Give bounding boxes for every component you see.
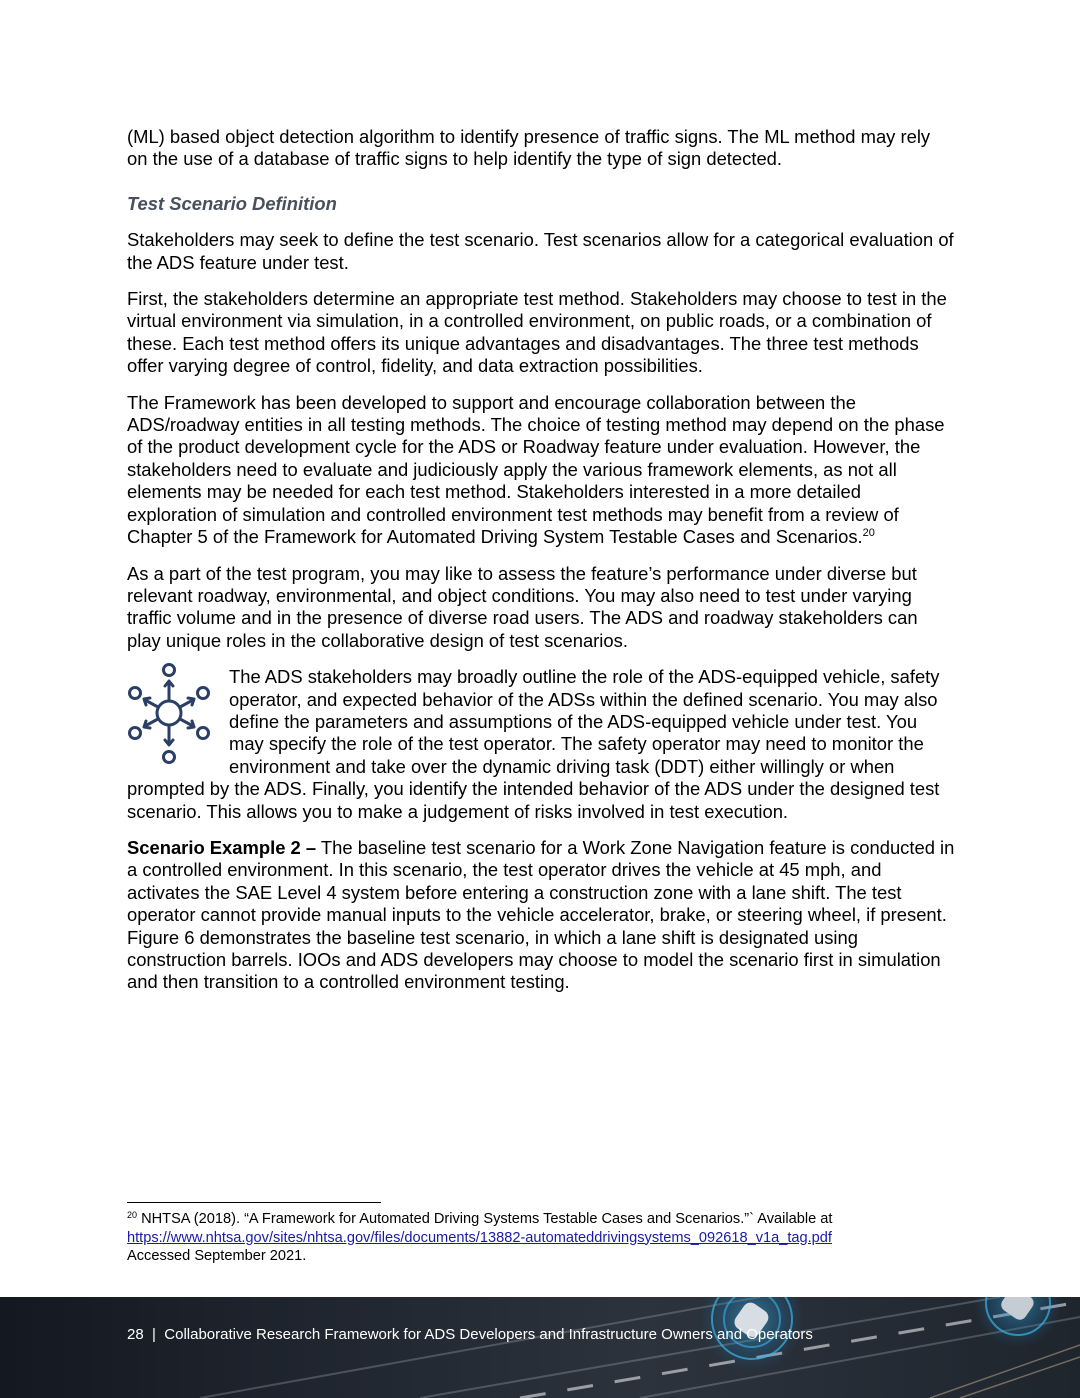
footnote-link[interactable]: https://www.nhtsa.gov/sites/nhtsa.gov/files/documents/13882-automateddrivingsystems_092618_v1a_tag.pdf	[127, 1229, 832, 1246]
footnote-line-1	[127, 1210, 927, 1229]
scenario-example-label: Scenario Example 2 –	[127, 836, 317, 858]
scenario-example	[127, 837, 955, 994]
document-title: Collaborative Research Framework for ADS Developers and Infrastructure Owners and Operators	[164, 1326, 813, 1343]
footnote-number: 20	[127, 1210, 138, 1220]
page-footer	[0, 1297, 1080, 1398]
footnote	[127, 1210, 927, 1266]
paragraph-test-methods: First, the stakeholders determine an appropriate test method. Stakeholders may choose to test in the virtual environment via simulation, in a controlled environment, on public roads, or a combination of these. Each test method offers its unique advantages and disadvantages. The three test methods offer varying degree of control, fidelity, and data extraction possibilities.	[127, 288, 947, 377]
scenario-example-text: The baseline test scenario for a Work Zone Navigation feature is conducted in a controlled environment. In this scenario, the test operator drives the vehicle at 45 mph, and activates the SAE Level 4 system before entering a construction zone with a lane shift. The test operator cannot provide manual inputs to the vehicle accelerator, brake, or steering wheel, if present. Figure 6 demonstrates the baseline test scenario, in which a lane shift is designated using construction barrels. IOOs and ADS developers may choose to model the scenario first in simulation and then transition to a controlled environment testing.	[127, 836, 955, 993]
footnote-accessed: Accessed September 2021.	[127, 1248, 307, 1265]
footer-text	[127, 1326, 813, 1344]
footer-separator: |	[152, 1326, 156, 1343]
footnote-text: NHTSA (2018). “A Framework for Automated Driving Systems Testable Cases and Scenarios.”` Available at	[137, 1211, 833, 1227]
paragraph-test-scenarios: Stakeholders may seek to define the test scenario. Test scenarios allow for a categorical evaluation of the ADS feature under test.	[127, 229, 954, 273]
footnote-divider	[127, 1202, 381, 1203]
page-number: 28	[127, 1326, 144, 1343]
network-hub-icon	[127, 660, 215, 764]
section-subheading: Test Scenario Definition	[127, 192, 337, 214]
footnote-ref[interactable]: 20	[862, 527, 875, 540]
paragraph-framework-text: The Framework has been developed to support and encourage collaboration between the ADS/roadway entities in all testing methods. The choice of testing method may depend on the phase of the product development cycle for the ADS or Roadway feature under evaluation. However, the stakeholders need to evaluate and judiciously apply the various framework elements, as not all elements may be needed for each test method. Stakeholders interested in a more detailed exploration of simulation and controlled environment test methods may benefit from a review of Chapter 5 of the Framework for Automated Driving System Testable Cases and Scenarios.	[127, 391, 945, 548]
page-body	[127, 126, 955, 1008]
footer-road-graphic	[0, 1297, 1080, 1398]
paragraph-test-program: As a part of the test program, you may like to assess the feature’s performance under diverse but relevant roadway, environmental, and object conditions. You may also need to test under varying traffic volume and in the presence of diverse road users. The ADS and roadway stakeholders can play unique roles in the collaborative design of test scenarios.	[127, 562, 918, 651]
paragraph-framework	[127, 392, 955, 549]
intro-paragraph: (ML) based object detection algorithm to identify presence of traffic signs. The ML method may rely on the use of a database of traffic signs to help identify the type of sign detected.	[127, 126, 931, 170]
paragraph-stakeholder-roles: The ADS stakeholders may broadly outline the role of the ADS-equipped vehicle, safety operator, and expected behavior of the ADSs within the defined scenario. You may also define the parameters and assumptions of the ADS-equipped vehicle under test. You may specify the role of the test operator. The safety operator may need to monitor the environment and take over the dynamic driving task (DDT) either willingly or when prompted by the ADS. Finally, you identify the intended behavior of the ADS under the designed test scenario. This allows you to make a judgement of risks involved in test execution.	[127, 666, 940, 822]
